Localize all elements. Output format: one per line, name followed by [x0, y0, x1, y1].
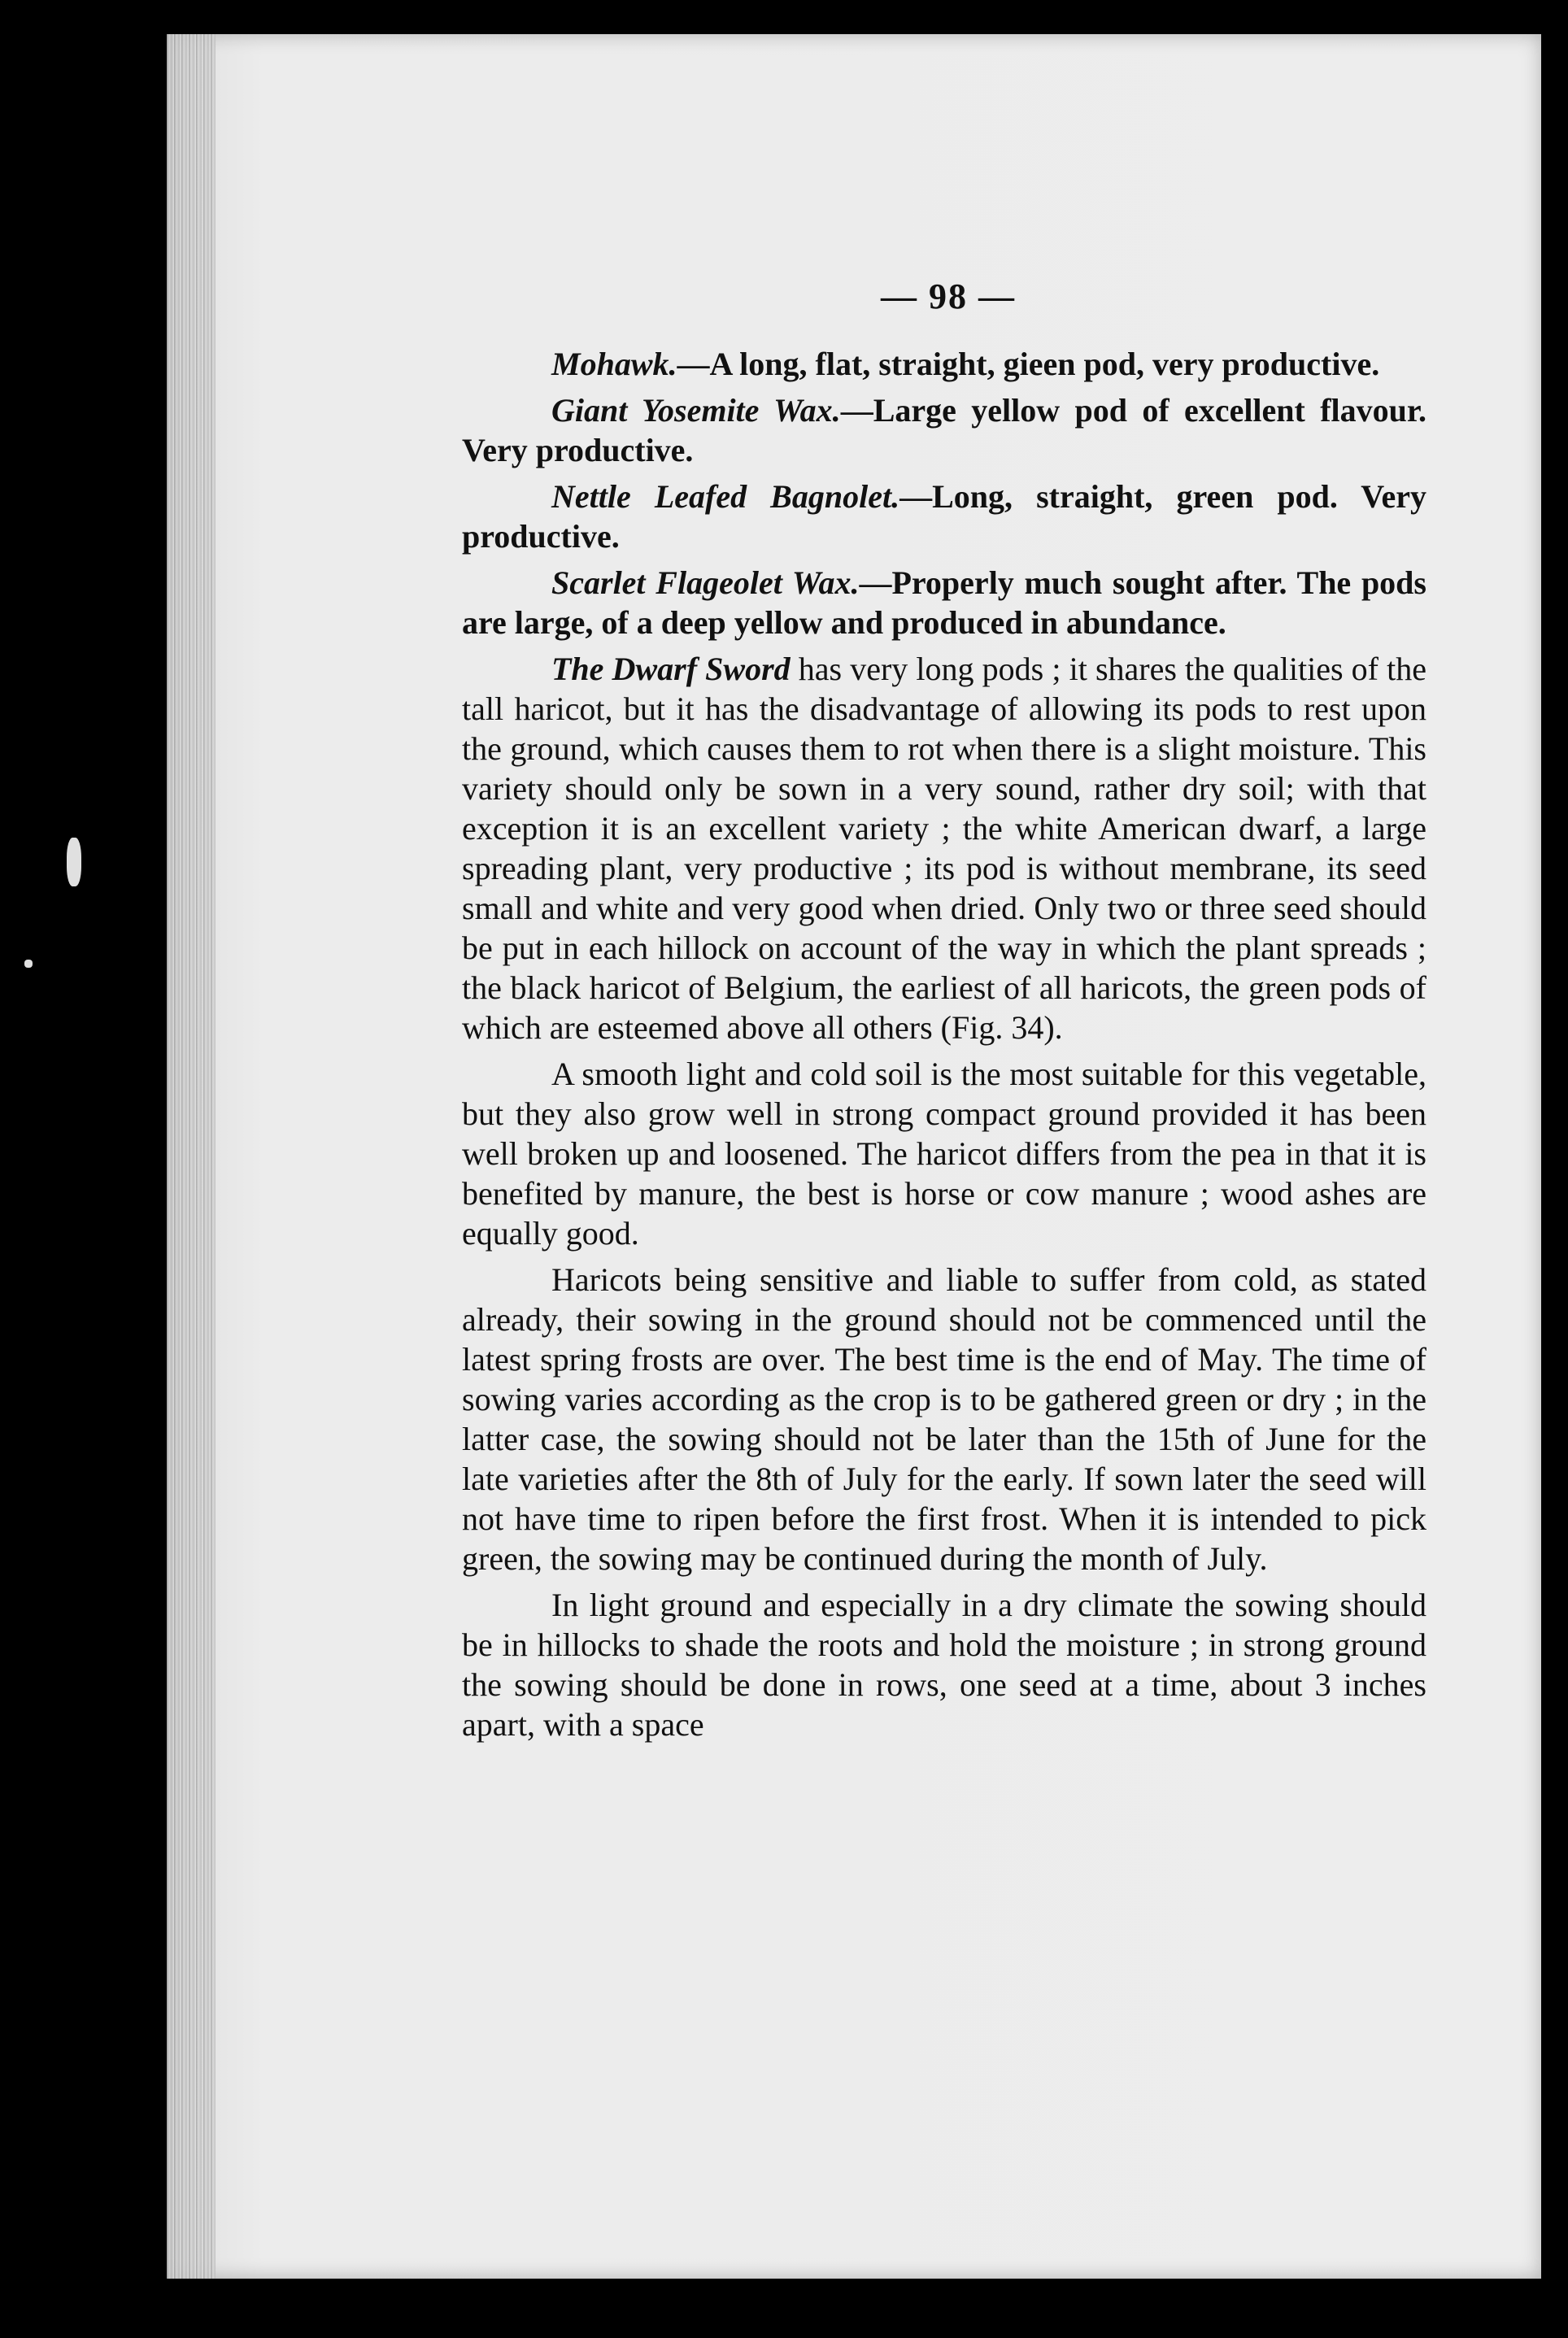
paragraph-text: —Properly much sought after. The pods are large, of a deep yellow and produced in abundance.	[462, 564, 1426, 641]
scan-artifact-speck	[24, 960, 33, 968]
paragraph-mohawk	[462, 344, 1426, 384]
paragraph-sowing-method	[462, 1585, 1426, 1744]
page-text	[462, 276, 1426, 1751]
paragraph-dwarf-sword	[462, 649, 1426, 1047]
scan-artifact-speck	[67, 838, 81, 886]
paragraph-text: has very long pods ; it shares the qualities of the tall haricot, but it has the disadvantage of allowing its pods to rest upon the ground, which causes them to rot when there is a slight moisture. This variety should only be sown in a very sound, rather dry soil; with that exception it is an excellent variety ; the white American dwarf, a large spreading plant, very productive ; its pod is without membrane, its seed small and white and very good when dried. Only two or three seed should be put in each hillock on account of the way in which the plant spreads ; the black haricot of Belgium, the earliest of all haricots, the green pods of which are esteemed above all others (Fig. 34).	[462, 651, 1426, 1046]
page-binding-edge	[167, 34, 216, 2279]
paragraph-soil	[462, 1054, 1426, 1253]
page-number: — 98 —	[881, 276, 1016, 316]
variety-name: Nettle Leafed Bagnolet.	[551, 478, 900, 515]
variety-name: Giant Yosemite Wax.	[551, 392, 841, 429]
paragraph-text: In light ground and especially in a dry climate the sowing should be in hillocks to shade the roots and hold the moisture ; in strong ground the sowing should be done in rows, one seed at a time, about 3 inches apart, with a space	[462, 1587, 1426, 1743]
paragraph-sowing-time	[462, 1260, 1426, 1578]
paragraph-scarlet-flageolet-wax	[462, 563, 1426, 642]
paragraph-text: —Large yellow pod of excellent flavour. Very productive.	[462, 392, 1426, 468]
paragraph-text: A smooth light and cold soil is the most suitable for this vegetable, but they also grow well in strong compact ground provided it has been well broken up and loosened. The haricot differs from the pea in that it is benefited by manure, the best is horse or cow manure ; wood ashes are equally good.	[462, 1056, 1426, 1252]
paragraph-text: —A long, flat, straight, gieen pod, very productive.	[677, 346, 1380, 382]
paragraph-giant-yosemite-wax	[462, 390, 1426, 470]
paragraph-text: —Long, straight, green pod. Very productive.	[462, 478, 1426, 555]
variety-name: The Dwarf Sword	[551, 651, 791, 687]
variety-name: Scarlet Flageolet Wax.	[551, 564, 860, 601]
paragraph-text: Haricots being sensitive and liable to suffer from cold, as stated already, their sowing in the ground should not be commenced until the latest spring frosts are over. The best time is the end of May. The time of sowing varies according as the crop is to be gathered green or dry ; in the latter case, the sowing should not be later than the 15th of June for the late varieties after the 8th of July for the early. If sown later the seed will not have time to ripen before the first frost. When it is intended to pick green, the sowing may be continued during the month of July.	[462, 1261, 1426, 1577]
paragraph-nettle-leafed-bagnolet	[462, 477, 1426, 556]
variety-name: Mohawk.	[551, 346, 677, 382]
